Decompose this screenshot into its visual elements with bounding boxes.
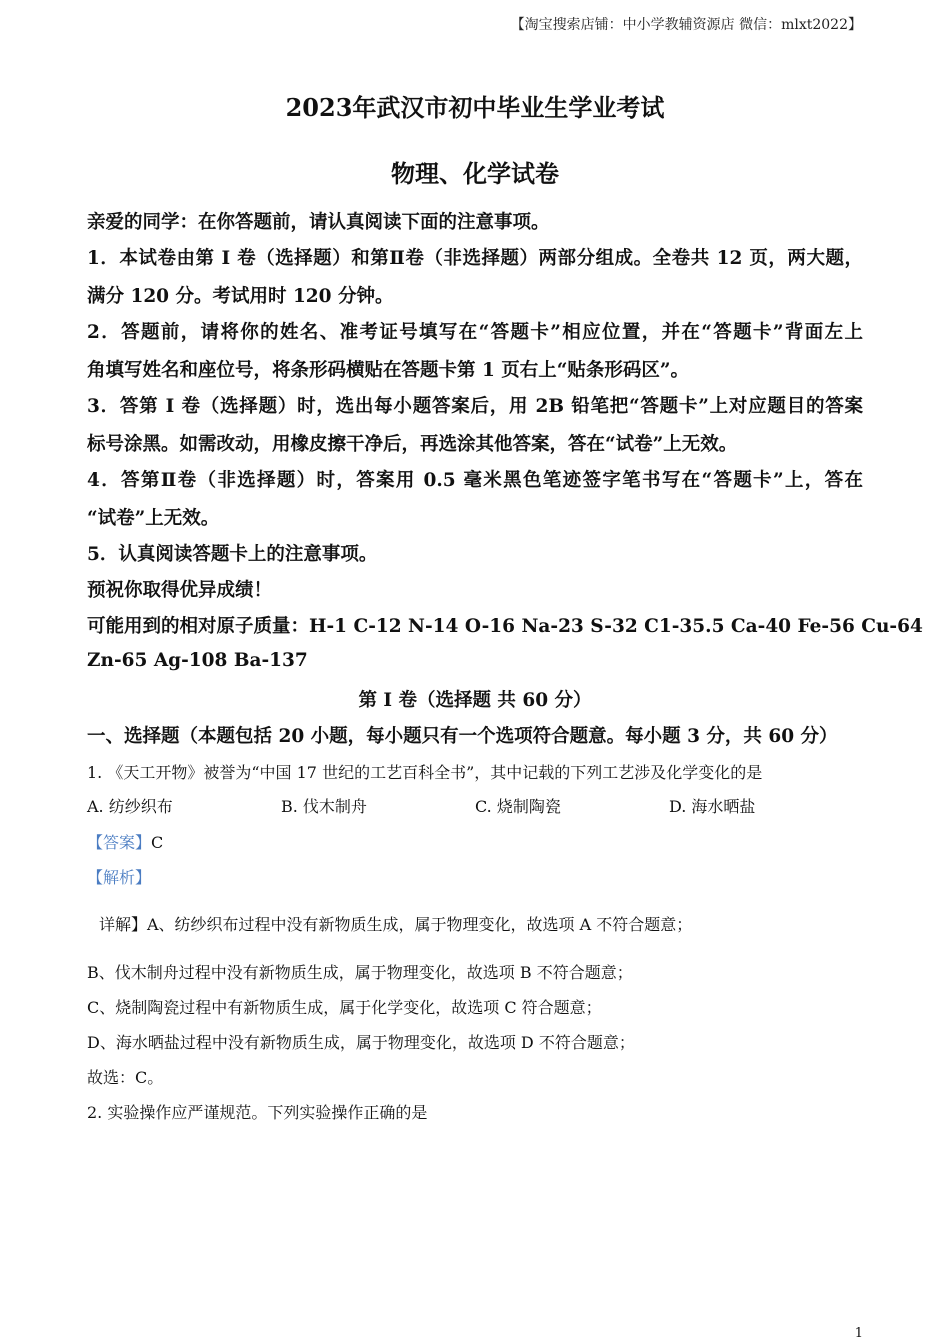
header-note: 【淘宝搜索店铺：中小学教辅资源店 微信：mlxt2022】 <box>510 17 862 33</box>
exam-subtitle: 物理、化学试卷 <box>391 159 559 188</box>
option-c: C. 烧制陶瓷 <box>475 797 561 816</box>
note-line: 3．答第 I 卷（选择题）时，选出每小题答案后，用 2B 铅笔把“答题卡”上对应题目的答案 <box>87 396 863 417</box>
option-a: A. 纺纱织布 <box>87 797 173 816</box>
note-line: 5．认真阅读答题卡上的注意事项。 <box>87 544 378 565</box>
option-d: D. 海水晒盐 <box>669 797 756 816</box>
question-2-stem: 2. 实验操作应严谨规范。下列实验操作正确的是 <box>87 1103 428 1122</box>
answer-tag: 【答案】 <box>87 833 152 852</box>
atomic-mass-line: 可能用到的相对原子质量：H-1 C-12 N-14 O-16 Na-23 S-32 C1-35.5 Ca-40 Fe-56 Cu-64 <box>87 616 923 637</box>
analysis-line: D、海水晒盐过程中没有新物质生成，属于物理变化，故选项 D 不符合题意； <box>87 1033 635 1052</box>
analysis-conclusion: 故选：C。 <box>87 1068 164 1087</box>
page-number: 1 <box>854 1326 863 1341</box>
note-line: 2．答题前，请将你的姓名、准考证号填写在“答题卡”相应位置，并在“答题卡”背面左上 <box>87 322 863 343</box>
note-line: 角填写姓名和座位号，将条形码横贴在答题卡第 1 页右上“贴条形码区”。 <box>87 360 690 381</box>
section-title: 第 I 卷（选择题 共 60 分） <box>358 690 592 711</box>
note-line: 标号涂黑。如需改动，用橡皮擦干净后，再选涂其他答案，答在“试卷”上无效。 <box>87 434 738 455</box>
answer-value: C <box>151 833 164 852</box>
question-1-stem: 1. 《天工开物》被誉为“中国 17 世纪的工艺百科全书”，其中记载的下列工艺涉及化学变化的是 <box>87 763 763 782</box>
note-line: 满分 120 分。考试用时 120 分钟。 <box>87 286 394 307</box>
analysis-line: C、烧制陶瓷过程中有新物质生成，属于化学变化，故选项 C 符合题意； <box>87 998 602 1017</box>
option-b: B. 伐木制舟 <box>281 797 367 816</box>
note-line: 1．本试卷由第 I 卷（选择题）和第Ⅱ卷（非选择题）两部分组成。全卷共 12 页，两大题， <box>87 248 863 269</box>
note-line: “试卷”上无效。 <box>87 508 220 529</box>
part-one-heading: 一、选择题（本题包括 20 小题，每小题只有一个选项符合题意。每小题 3 分，共 60 分） <box>87 726 838 747</box>
intro-line: 亲爱的同学：在你答题前，请认真阅读下面的注意事项。 <box>87 212 550 233</box>
analysis-detail: 详解】A、纺纱织布过程中没有新物质生成，属于物理变化，故选项 A 不符合题意； <box>99 915 693 934</box>
answer-line <box>87 830 863 853</box>
question-1-options <box>87 794 863 816</box>
atomic-mass-line: Zn-65 Ag-108 Ba-137 <box>87 650 308 671</box>
exam-title: 2023年武汉市初中毕业生学业考试 <box>285 93 665 122</box>
note-line: 4．答第Ⅱ卷（非选择题）时，答案用 0.5 毫米黑色笔迹签字笔书写在“答题卡”上，答在 <box>87 470 863 491</box>
analysis-line: B、伐木制舟过程中没有新物质生成，属于物理变化，故选项 B 不符合题意； <box>87 963 633 982</box>
analysis-tag: 【解析】 <box>87 868 152 887</box>
wish-line: 预祝你取得优异成绩！ <box>87 580 273 601</box>
